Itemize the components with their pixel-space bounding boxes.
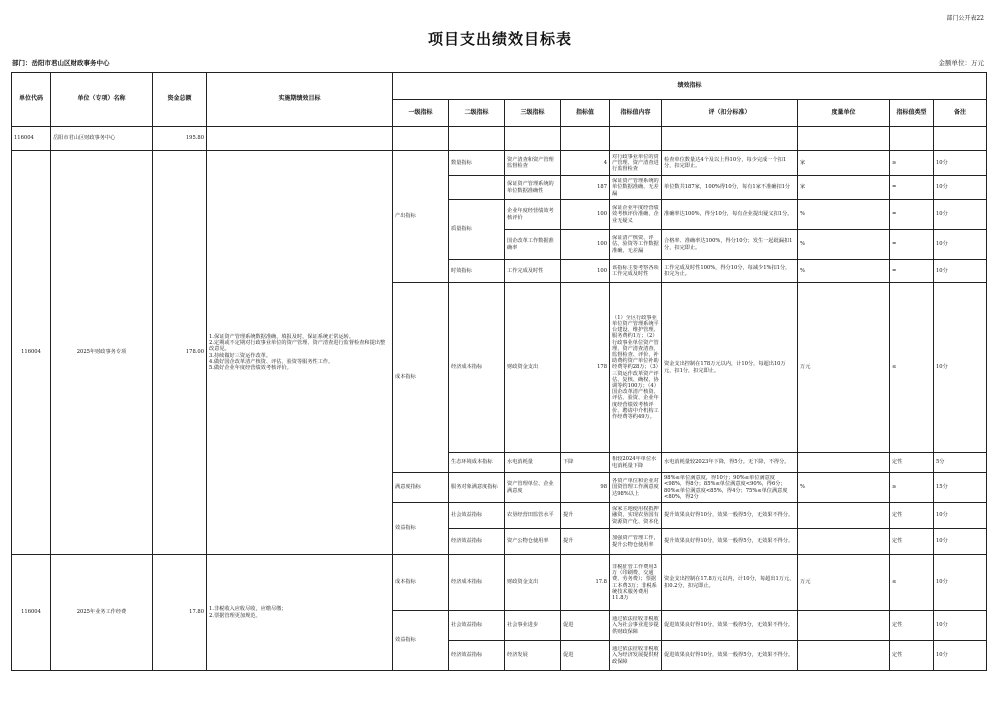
unit-cell: 万元 bbox=[798, 555, 890, 611]
col-level3: 三级指标 bbox=[505, 100, 561, 127]
level3-cell: 财政资金支出 bbox=[505, 283, 561, 453]
value-cell: 187 bbox=[561, 176, 610, 200]
value-cell: 178 bbox=[561, 283, 610, 453]
col-remark: 备注 bbox=[934, 100, 987, 127]
remark-cell: 5分 bbox=[934, 453, 987, 473]
scoring-cell: 资金支出控制在17.8万元以内，计10分，每超出1万元，扣0.2分，扣完即止。 bbox=[662, 555, 798, 611]
unit-cell: 家 bbox=[798, 151, 890, 176]
content-text: 加强资产管理工作，提升公物仓使用率 bbox=[612, 535, 659, 548]
summary-name: 岳阳市君山区财政事务中心 bbox=[51, 127, 153, 151]
unit-cell: 家 bbox=[798, 176, 890, 200]
unit-cell bbox=[798, 503, 890, 529]
content-cell bbox=[610, 529, 662, 555]
level2-cell: 社会效益指标 bbox=[449, 503, 505, 529]
value-cell: 提升 bbox=[561, 529, 610, 555]
level2-cell: 经济效益指标 bbox=[449, 641, 505, 671]
type-cell: 定性 bbox=[890, 641, 934, 671]
col-level1: 一级指标 bbox=[393, 100, 449, 127]
unit-cell: 万元 bbox=[798, 283, 890, 453]
scoring-cell: 资金支出控制在178万元以内，计10分，每超出10万元，扣1分，扣完即止。 bbox=[662, 283, 798, 453]
value-cell: 100 bbox=[561, 230, 610, 260]
project2-name: 2025年业务工作经费 bbox=[51, 555, 153, 671]
type-cell: ≥ bbox=[890, 151, 934, 176]
amount-unit-label: 金额单位：万元 bbox=[938, 59, 984, 67]
content-text: 非税征管工作费用3万（印刷费、交通费、劳务费）；票据工本费3万；非税系统技术服务费用11.8万 bbox=[612, 563, 657, 601]
content-cell bbox=[610, 611, 662, 641]
remark-cell: 10分 bbox=[934, 151, 987, 176]
content-cell bbox=[610, 453, 662, 473]
summary-amount: 195.80 bbox=[153, 127, 207, 151]
unit-cell: % bbox=[798, 260, 890, 283]
remark-cell: 10分 bbox=[934, 641, 987, 671]
unit-cell bbox=[798, 529, 890, 555]
value-cell: 促进 bbox=[561, 611, 610, 641]
level2-cell: 数量指标 bbox=[449, 151, 505, 176]
level1-benefit: 效益指标 bbox=[393, 611, 449, 671]
type-cell: ≤ bbox=[890, 283, 934, 453]
project2-goal: 1.非税收入应收尽收，应缴尽缴； 2.票据管理更加规范。 bbox=[207, 555, 393, 671]
content-text: 对行政事业单位的资产管理、资产清查进行监督检查 bbox=[612, 153, 659, 173]
level1-output: 产出指标 bbox=[393, 151, 449, 283]
value-cell: 促进 bbox=[561, 641, 610, 671]
level3-cell: 资产公物仓使用率 bbox=[505, 529, 561, 555]
col-scoring: 评（扣分标准） bbox=[662, 100, 798, 127]
page-title: 项目支出绩效目标表 bbox=[427, 30, 572, 48]
scoring-cell: 提升效果良好得10分，效果一般得5分，无效果不得分。 bbox=[662, 503, 798, 529]
content-text: （1）全区行政事业单位资产管理系统平台建设、维护管理、服务费约1万；（2）行政事业单位资产管理、资产清查清查、监督检查、评价、补助费约资产单位补助经费等约28万；（3）三资运作改革资产评估、复核、确权、协调等约100万；（4）国企改革清产核资、评估、验资、企业年度经营绩效考核评价、聘请中介机构工作经费等约49万。 bbox=[612, 314, 659, 421]
unit-cell bbox=[798, 641, 890, 671]
scoring-cell: 水电消耗量较2023年下降，得5分。无下降，不得分。 bbox=[662, 453, 798, 473]
level2-cell: 经济效益指标 bbox=[449, 529, 505, 555]
project1-goal: 1.保证资产管理系统数据准确，填报及时，保证系统正常运转。 2.定期或不定期对行政事业单位的资产管理、资产清查进行监督检查和提出整改意见。 3.持续做好三资运作改革。 4.做好国企改革清产核资、评估、验资等服务性工作。 5.做好企业年度经营绩效考核评价。 bbox=[207, 151, 393, 555]
type-cell: 定性 bbox=[890, 453, 934, 473]
value-cell: 17.8 bbox=[561, 555, 610, 611]
level3-cell: 经济发展 bbox=[505, 641, 561, 671]
value-cell: 98 bbox=[561, 473, 610, 503]
scoring-cell bbox=[662, 473, 798, 503]
level3-cell: 企业年度经营绩效考核评价 bbox=[505, 200, 561, 230]
scoring-cell: 促进效果良好得10分，效果一般得5分，无效果不得分。 bbox=[662, 611, 798, 641]
col-unit-name: 单位（专项）名称 bbox=[51, 73, 153, 127]
content-cell bbox=[610, 260, 662, 283]
col-goal: 实施期绩效目标 bbox=[207, 73, 393, 127]
type-cell: 定性 bbox=[890, 529, 934, 555]
remark-cell: 10分 bbox=[934, 611, 987, 641]
content-text: 相较2024年单位水电消耗量下降 bbox=[612, 456, 657, 469]
level2-cell: 服务对象满意度指标 bbox=[449, 473, 505, 503]
scoring-cell: 合格率、准确率达100%，得分10分；发生一起纰漏扣1分，扣完即止。 bbox=[662, 230, 798, 260]
scoring-text: 98%≤单位满意度，得10分；90%≤单位满意度<98%，得8分；85%≤单位满意度<90%，得6分；80%≤单位满意度<85%，得4分；75%≤单位满意度<80%，得2分 bbox=[664, 475, 788, 500]
value-cell: 100 bbox=[561, 200, 610, 230]
scoring-cell: 工作完成及时性100%，得分10分，每减少1%扣1分，扣完为止。 bbox=[662, 260, 798, 283]
level2-cell: 质量指标 bbox=[449, 200, 505, 260]
table-number: 部门公开表22 bbox=[946, 15, 984, 22]
type-cell: = bbox=[890, 260, 934, 283]
col-measure-unit: 度量单位 bbox=[798, 100, 890, 127]
type-cell: = bbox=[890, 176, 934, 200]
project2-amount: 17.80 bbox=[153, 555, 207, 671]
remark-cell: 10分 bbox=[934, 230, 987, 260]
scoring-cell: 检查单位数量达4个及以上得10分，每少完成一个扣1分，扣完即止。 bbox=[662, 151, 798, 176]
remark-cell: 10分 bbox=[934, 260, 987, 283]
level2-cell: 生态环境成本指标 bbox=[449, 453, 505, 473]
content-cell bbox=[610, 200, 662, 230]
content-cell bbox=[610, 555, 662, 611]
value-cell: 100 bbox=[561, 260, 610, 283]
unit-cell: % bbox=[798, 200, 890, 230]
col-indicators: 绩效指标 bbox=[393, 73, 987, 100]
type-cell: ≥ bbox=[890, 473, 934, 503]
type-cell: = bbox=[890, 230, 934, 260]
col-total-funds: 资金总额 bbox=[153, 73, 207, 127]
unit-cell: % bbox=[798, 473, 890, 503]
remark-cell: 10分 bbox=[934, 555, 987, 611]
level3-cell: 保证资产管理系统的单位数据准确性 bbox=[505, 176, 561, 200]
scoring-cell: 提升效果良好得10分，效果一般得5分，无效果不得分。 bbox=[662, 529, 798, 555]
remark-cell: 10分 bbox=[934, 503, 987, 529]
level1-cost: 成本指标 bbox=[393, 555, 449, 611]
level2-cell: 经济成本指标 bbox=[449, 283, 505, 453]
content-text: 保证清产核资、评估、验资等工作数据准确，无差漏 bbox=[612, 235, 659, 254]
level3-cell: 国企改革工作数据准确率 bbox=[505, 230, 561, 260]
col-type: 指标值类型 bbox=[890, 100, 934, 127]
type-cell: = bbox=[890, 200, 934, 230]
summary-row bbox=[12, 127, 987, 151]
value-cell: 提升 bbox=[561, 503, 610, 529]
scoring-cell: 准确率达100%，得分10分，每有企业提出疑义扣1分。 bbox=[662, 200, 798, 230]
col-content: 指标值内容 bbox=[610, 100, 662, 127]
level3-cell: 财政资金支出 bbox=[505, 555, 561, 611]
col-unit-code: 单位代码 bbox=[12, 73, 51, 127]
table-row bbox=[12, 151, 987, 176]
department-label: 部门：岳阳市君山区财政事务中心 bbox=[12, 59, 110, 67]
remark-cell: 10分 bbox=[934, 176, 987, 200]
content-text: 保家主地使用权抵押融资，实现农垦国有资源资产化、资本化 bbox=[612, 506, 659, 525]
content-cell bbox=[610, 503, 662, 529]
value-cell: 下降 bbox=[561, 453, 610, 473]
type-cell: 定性 bbox=[890, 611, 934, 641]
level3-cell: 资产清查和资产管理监督检查 bbox=[505, 151, 561, 176]
content-cell bbox=[610, 473, 662, 503]
project1-amount: 178.00 bbox=[153, 151, 207, 555]
content-text: 各资产单位和企业对国资管理工作满意度达98%以上 bbox=[612, 478, 659, 497]
level3-cell: 水电消耗量 bbox=[505, 453, 561, 473]
level3-cell: 农垦经营田监管水平 bbox=[505, 503, 561, 529]
content-cell bbox=[610, 230, 662, 260]
level1-satisfaction: 满意度指标 bbox=[393, 473, 449, 503]
level3-cell: 工作完成及时性 bbox=[505, 260, 561, 283]
unit-cell bbox=[798, 611, 890, 641]
level3-cell: 社会事业进步 bbox=[505, 611, 561, 641]
unit-cell: % bbox=[798, 230, 890, 260]
scoring-cell: 促进效果良好得10分，效果一般得5分，无效果不得分。 bbox=[662, 641, 798, 671]
content-text: 通过依法征收非税收入为经济发展提供财政保障 bbox=[612, 646, 659, 665]
header-row-1 bbox=[12, 73, 987, 100]
content-cell bbox=[610, 641, 662, 671]
content-text: 保证企业年度经营绩效考核评价准确，企业无疑义 bbox=[612, 205, 659, 224]
content-cell bbox=[610, 176, 662, 200]
content-text: 通过依法征收非税收入为社会事业进步提供财政保障 bbox=[612, 616, 659, 635]
remark-cell: 10分 bbox=[934, 200, 987, 230]
remark-cell: 10分 bbox=[934, 529, 987, 555]
level2-cell: 社会效益指标 bbox=[449, 611, 505, 641]
value-cell: 4 bbox=[561, 151, 610, 176]
project2-code: 116004 bbox=[12, 555, 51, 671]
type-cell: ≤ bbox=[890, 555, 934, 611]
performance-table bbox=[11, 72, 987, 671]
remark-cell: 10分 bbox=[934, 283, 987, 453]
level2-cell: 时效指标 bbox=[449, 260, 505, 283]
col-level2: 二级指标 bbox=[449, 100, 505, 127]
level1-benefit: 效益指标 bbox=[393, 503, 449, 555]
level1-cost: 成本指标 bbox=[393, 283, 449, 473]
project1-code: 116004 bbox=[12, 151, 51, 555]
content-text: 该指标主要考察各项工作完成及时性 bbox=[612, 264, 659, 277]
summary-code: 116004 bbox=[12, 127, 51, 151]
type-cell: 定性 bbox=[890, 503, 934, 529]
project1-name: 2025年财政事务专项 bbox=[51, 151, 153, 555]
content-cell bbox=[610, 151, 662, 176]
scoring-cell: 单位数共187家，100%得10分，每有1家不准确扣1分 bbox=[662, 176, 798, 200]
level3-cell: 资产管理单位、企业满意度 bbox=[505, 473, 561, 503]
table-row bbox=[12, 555, 987, 611]
content-text: 保证资产管理系统的单位数据准确、无差漏 bbox=[612, 178, 659, 197]
col-value: 指标值 bbox=[561, 100, 610, 127]
level2-cell: 经济成本指标 bbox=[449, 555, 505, 611]
content-cell bbox=[610, 283, 662, 453]
remark-cell: 15分 bbox=[934, 473, 987, 503]
unit-cell bbox=[798, 453, 890, 473]
